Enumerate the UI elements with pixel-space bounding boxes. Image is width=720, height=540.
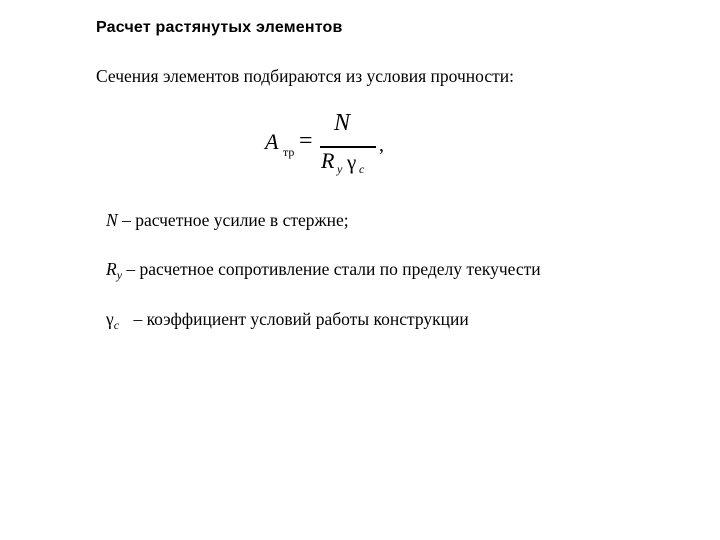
formula-lhs-subscript: тр bbox=[283, 145, 295, 159]
definition-ry bbox=[106, 259, 541, 280]
definition-n-text: – расчетное усилие в стержне; bbox=[117, 210, 349, 230]
definition-ry-symbol: R bbox=[106, 259, 117, 279]
definition-gamma-text: – коэффициент условий работы конструкции bbox=[129, 309, 469, 329]
formula-equals-sign: = bbox=[299, 128, 313, 154]
formula-denominator-symbol: R bbox=[321, 148, 335, 173]
formula-numerator: N bbox=[334, 110, 351, 136]
formula-denominator-subscript: y bbox=[337, 162, 343, 176]
formula-lhs-symbol: A bbox=[265, 129, 279, 154]
definition-gamma-c bbox=[106, 309, 469, 330]
definition-gamma-symbol: γ bbox=[106, 309, 114, 329]
definition-ry-text: – расчетное сопротивление стали по пределу текучести bbox=[122, 259, 541, 279]
formula-gamma-subscript: c bbox=[359, 162, 365, 176]
strength-formula bbox=[262, 112, 412, 182]
slide-title: Расчет растянутых элементов bbox=[96, 19, 343, 36]
formula-trailing-comma: , bbox=[379, 134, 384, 156]
definition-ry-subscript: y bbox=[116, 268, 123, 282]
definition-n bbox=[106, 210, 349, 231]
definition-n-symbol: N bbox=[106, 210, 118, 230]
formula-gamma-symbol: γ bbox=[347, 150, 357, 174]
definition-gamma-subscript: c bbox=[113, 318, 120, 332]
intro-text: Сечения элементов подбираются из условия прочности: bbox=[96, 66, 514, 86]
